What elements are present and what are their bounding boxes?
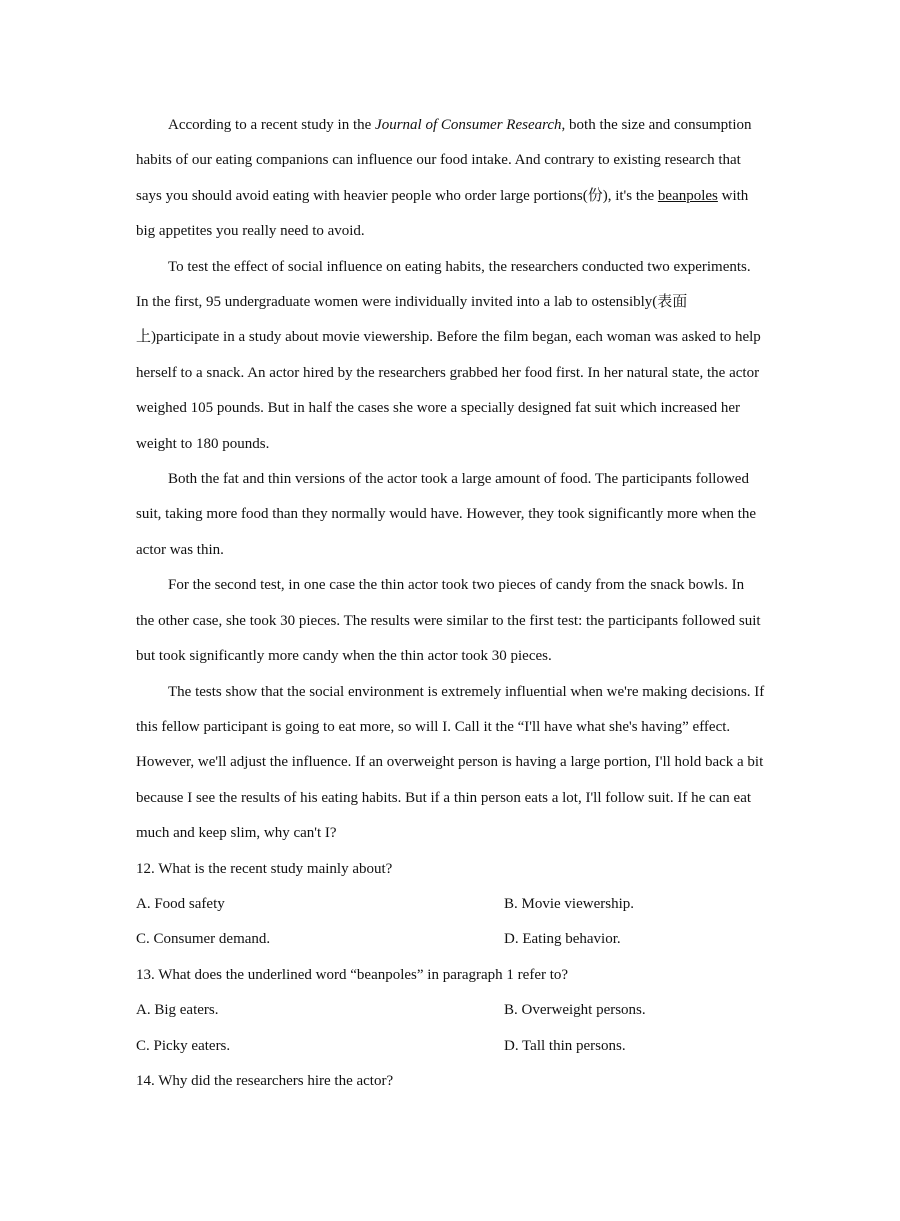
- paragraph-2: To test the effect of social influence on eating habits, the researchers conducted two experiments. In the first, 95 undergraduate women were individually invited into a lab to ostensibly(表面上)participate in a study about movie viewership. Before the film began, each woman was asked to help herself to a snack. An actor hired by the researchers grabbed her food first. In her natural state, the actor weighed 105 pounds. But in half the cases she wore a specially designed fat suit which increased her weight to 180 pounds.: [136, 258, 761, 452]
- question-12-option-c: C. Consumer demand.: [136, 931, 271, 948]
- question-13-options-row-2: [136, 1029, 766, 1064]
- question-12-options-row-2: [136, 922, 766, 957]
- p1-text-end: with big appetites you really need to avoid.: [136, 187, 749, 240]
- question-12-stem: 12. What is the recent study mainly about?: [136, 860, 393, 877]
- p1-text-start: According to a recent study in the: [168, 117, 376, 133]
- paragraph-4: For the second test, in one case the thin actor took two pieces of candy from the snack bowls. In the other case, she took 30 pieces. The results were similar to the first test: the participants followed suit but took significantly more candy when the thin actor took 30 pieces.: [136, 577, 761, 665]
- question-12-option-a: A. Food safety: [136, 895, 225, 912]
- paragraph-1: [136, 108, 766, 250]
- underlined-word-beanpoles: beanpoles: [657, 187, 718, 204]
- question-13-option-a: A. Big eaters.: [136, 1002, 219, 1019]
- question-13-options-row-1: [136, 993, 766, 1028]
- question-13-option-c: C. Picky eaters.: [136, 1037, 231, 1054]
- p1-text-middle: , both the size and consumption habits of our eating companions can influence our food intake. And contrary to existing research that says you should avoid eating with heavier people who order large portions(份), it's the: [136, 117, 752, 204]
- question-12-option-b: B. Movie viewership.: [504, 895, 634, 912]
- question-12-options-row-1: [136, 887, 766, 922]
- question-12-option-d: D. Eating behavior.: [504, 931, 621, 948]
- paragraph-5: The tests show that the social environment is extremely influential when we're making decisions. If this fellow participant is going to eat more, so will I. Call it the “I'll have what she's having” effect. However, we'll adjust the influence. If an overweight person is having a large portion, I'll hold back a bit because I see the results of his eating habits. But if a thin person eats a lot, I'll follow suit. If he can eat much and keep slim, why can't I?: [136, 683, 765, 842]
- question-14-stem: 14. Why did the researchers hire the actor?: [136, 1072, 394, 1089]
- question-13-stem: 13. What does the underlined word “beanpoles” in paragraph 1 refer to?: [136, 966, 569, 983]
- journal-title: Journal of Consumer Research: [375, 117, 562, 133]
- paragraph-3: Both the fat and thin versions of the actor took a large amount of food. The participants followed suit, taking more food than they normally would have. However, they took significantly more when the actor was thin.: [136, 471, 757, 558]
- question-13-option-d: D. Tall thin persons.: [504, 1037, 626, 1054]
- question-13-option-b: B. Overweight persons.: [504, 1002, 646, 1019]
- exam-page: [136, 108, 766, 1099]
